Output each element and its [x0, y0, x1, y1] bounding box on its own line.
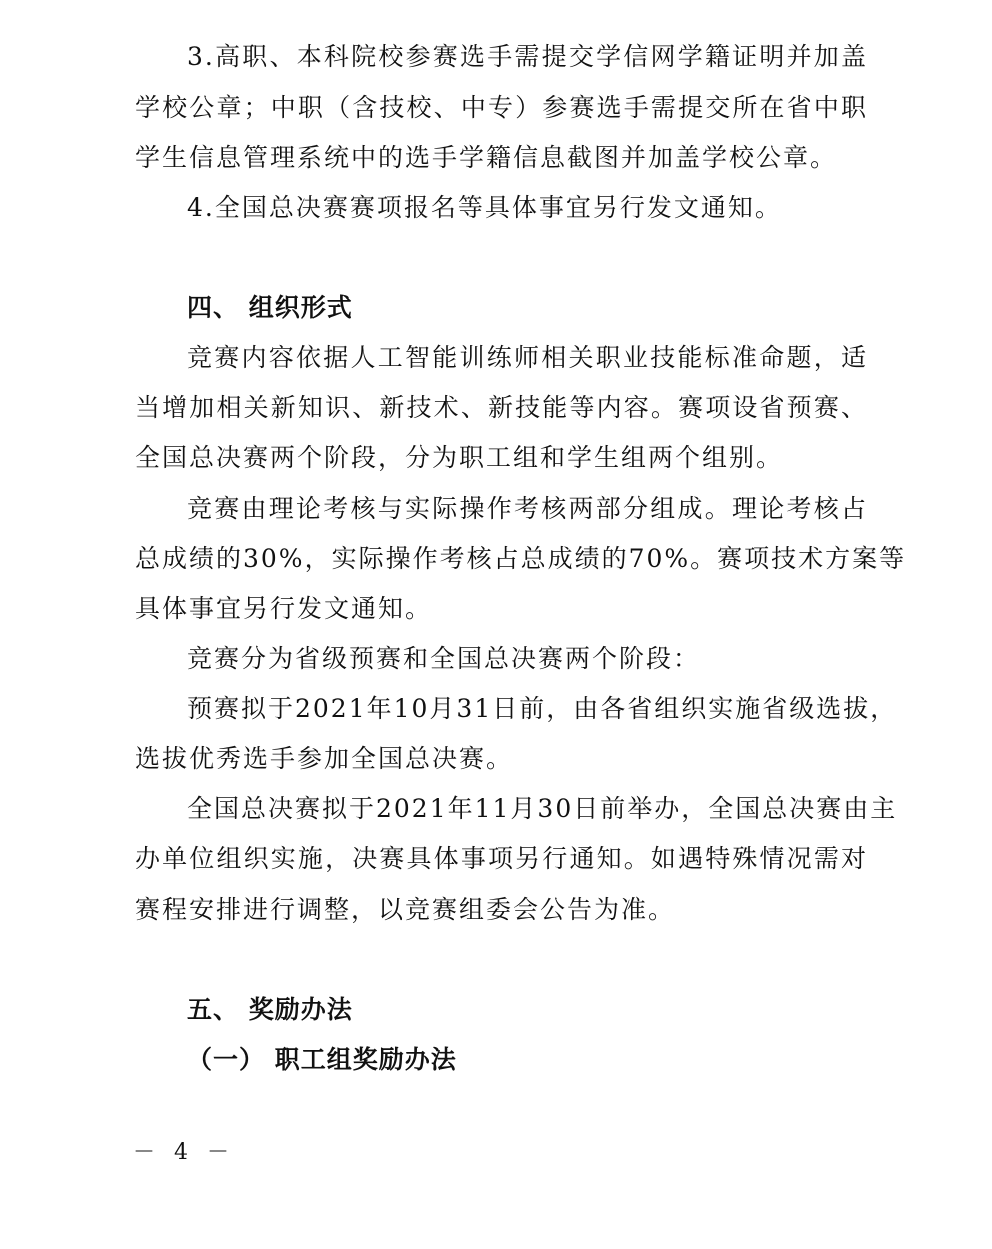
section4-p5-line2: 办单位组织实施，决赛具体事项另行通知。如遇特殊情况需对 — [135, 844, 868, 873]
page-number: － 4 － — [133, 1140, 235, 1165]
section4-p5-line1: 全国总决赛拟于2021年11月30日前举办，全国总决赛由主 — [187, 794, 898, 823]
section4-p1-line3: 全国总决赛两个阶段，分为职工组和学生组两个组别。 — [135, 443, 784, 472]
section4-p5-line3: 赛程安排进行调整，以竞赛组委会公告为准。 — [135, 895, 676, 924]
section4-heading: 四、 组织形式 — [187, 293, 353, 322]
item4-line: 4.全国总决赛赛项报名等具体事宜另行发文通知。 — [187, 193, 782, 222]
section4-p2-line2: 总成绩的30%，实际操作考核占总成绩的70%。赛项技术方案等 — [135, 544, 907, 573]
item3-line3: 学生信息管理系统中的选手学籍信息截图并加盖学校公章。 — [135, 143, 838, 172]
section4-p2-line3: 具体事宜另行发文通知。 — [135, 594, 433, 623]
item3-line1: 3.高职、本科院校参赛选手需提交学信网学籍证明并加盖 — [187, 42, 868, 71]
section4-p1-line2: 当增加相关新知识、新技术、新技能等内容。赛项设省预赛、 — [135, 393, 868, 422]
section4-p4-line1: 预赛拟于2021年10月31日前，由各省组织实施省级选拔， — [187, 694, 898, 723]
section4-p2-line1: 竞赛由理论考核与实际操作考核两部分组成。理论考核占 — [187, 494, 868, 523]
section5-subheading: （一） 职工组奖励办法 — [187, 1045, 457, 1074]
section4-p1-line1: 竞赛内容依据人工智能训练师相关职业技能标准命题，适 — [187, 343, 868, 372]
item3-line2: 学校公章；中职（含技校、中专）参赛选手需提交所在省中职 — [135, 93, 868, 122]
section4-p3-line: 竞赛分为省级预赛和全国总决赛两个阶段： — [187, 644, 701, 673]
section5-heading: 五、 奖励办法 — [187, 995, 353, 1024]
section4-p4-line2: 选拔优秀选手参加全国总决赛。 — [135, 744, 514, 773]
